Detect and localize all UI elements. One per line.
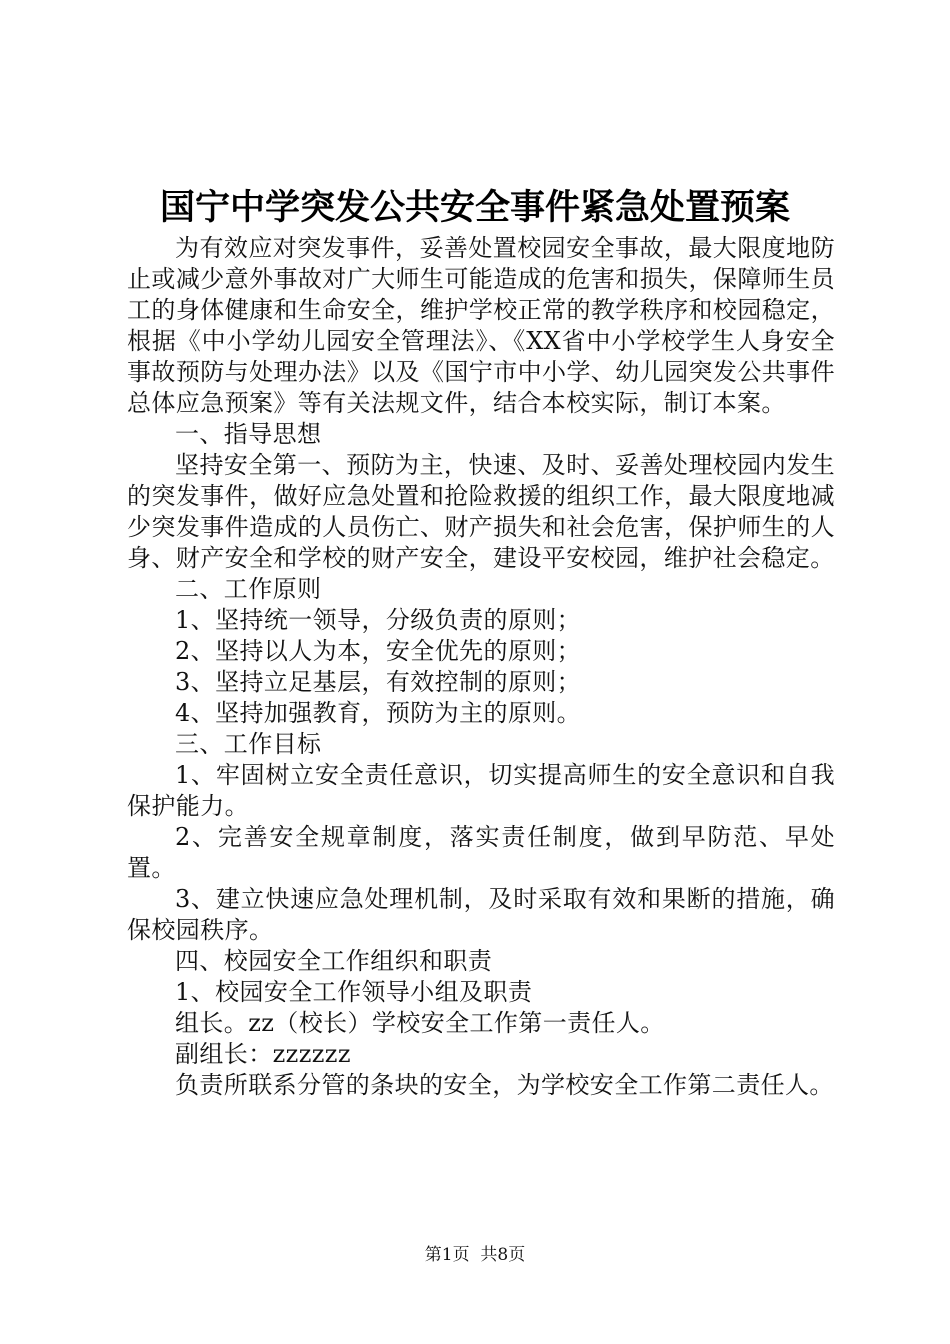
list-item: 3、建立快速应急处理机制，及时采取有效和果断的措施，确保校园秩序。	[127, 885, 835, 944]
list-item: 2、完善安全规章制度，落实责任制度，做到早防范、早处置。	[127, 823, 835, 882]
list-item: 4、坚持加强教育，预防为主的原则。	[175, 699, 582, 727]
paragraph: 负责所联系分管的条块的安全，为学校安全工作第二责任人。	[175, 1071, 834, 1099]
paragraph: 副组长：zzzzzz	[175, 1040, 351, 1068]
document-title: 国宁中学突发公共安全事件紧急处置预案	[159, 188, 790, 228]
document-body	[127, 233, 835, 1101]
list-item: 1、牢固树立安全责任意识，切实提高师生的安全意识和自我保护能力。	[127, 761, 835, 820]
section-heading: 二、工作原则	[175, 575, 322, 603]
paragraph: 坚持安全第一、预防为主，快速、及时、妥善处理校园内发生的突发事件，做好应急处置和抢险救援的组织工作，最大限度地减少突发事件造成的人员伤亡、财产损失和社会危害，保护师生的人身、财产安全和学校的财产安全，建设平安校园，维护社会稳定。	[127, 451, 835, 572]
section-heading: 三、工作目标	[175, 730, 322, 758]
page-footer	[0, 1243, 950, 1267]
sub-heading: 1、校园安全工作领导小组及职责	[175, 978, 533, 1006]
page-total: 共8页	[480, 1245, 526, 1265]
page-number: 第1页	[424, 1245, 470, 1265]
paragraph: 为有效应对突发事件，妥善处置校园安全事故，最大限度地防止或减少意外事故对广大师生可能造成的危害和损失，保障师生员工的身体健康和生命安全，维护学校正常的教学秩序和校园稳定，根据《中小学幼儿园安全管理法》、《XX省中小学校学生人身安全事故预防与处理办法》以及《国宁市中小学、幼儿园突发公共事件总体应急预案》等有关法规文件，结合本校实际，制订本案。	[127, 234, 835, 417]
section-heading: 一、指导思想	[175, 420, 322, 448]
list-item: 3、坚持立足基层，有效控制的原则；	[175, 668, 582, 696]
list-item: 1、坚持统一领导，分级负责的原则；	[175, 606, 582, 634]
paragraph: 组长。zz（校长）学校安全工作第一责任人。	[175, 1009, 665, 1037]
section-heading: 四、校园安全工作组织和职责	[175, 947, 493, 975]
list-item: 2、坚持以人为本，安全优先的原则；	[175, 637, 582, 665]
